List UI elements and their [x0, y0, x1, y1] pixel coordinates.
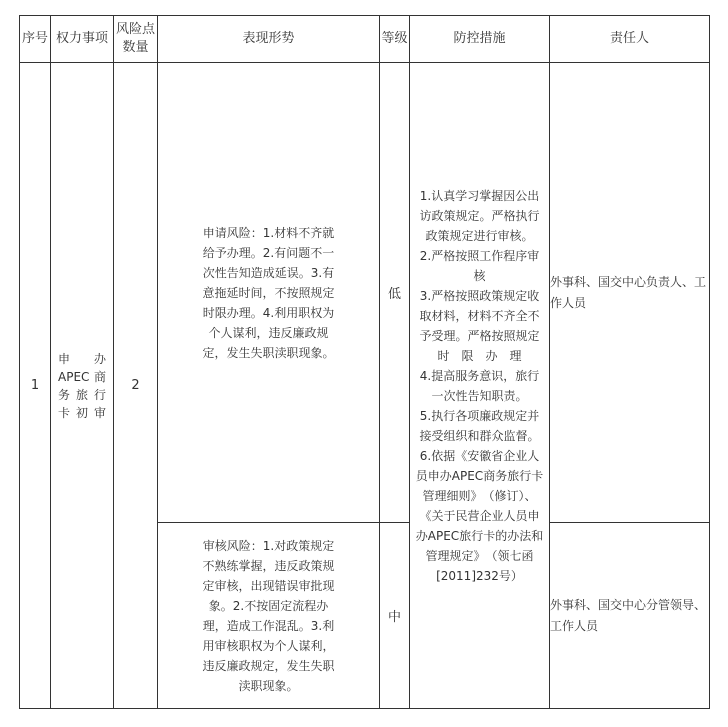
measures-line: 管理细则》 （修订）、 [422, 488, 537, 503]
measures-line: 5.执行各项廉政规定并 [419, 408, 540, 423]
manifestation-line: 定审核，出现错误审批现 [202, 578, 335, 593]
cell-measures [410, 63, 550, 709]
cell-manifestation-1 [158, 63, 380, 523]
measures-line: 1.认真学习掌握因公出 [419, 188, 540, 203]
measures-line: 《关于民营企业人员申 [419, 508, 540, 523]
header-row [20, 16, 710, 63]
header-risk-count [114, 16, 158, 63]
header-measures: 防控措施 [410, 16, 550, 63]
manifestation-line: 理，造成工作混乱。3.利 [202, 618, 335, 633]
manifestation-line: 次性告知造成延误。3.有 [202, 265, 335, 280]
manifestation-text-2 [199, 536, 339, 696]
manifestation-line: 象。2.不按固定流程办 [208, 598, 329, 613]
manifestation-line: 不熟练掌握，违反政策规 [202, 558, 335, 573]
power-line: 卡初审 [58, 405, 106, 420]
header-risk-count-line2: 数量 [122, 40, 149, 55]
manifestation-line: 意拖延时间，不按照规定 [202, 285, 335, 300]
manifestation-line: 审核风险：1.对政策规定 [202, 538, 335, 553]
header-responsible: 责任人 [550, 16, 710, 63]
power-text [58, 350, 106, 422]
manifestation-line: 给予办理。2.有问题不一 [202, 245, 335, 260]
measures-line: 管理规定》 （领七函 [425, 548, 534, 563]
cell-level-2: 中 [380, 523, 410, 709]
header-power: 权力事项 [51, 16, 114, 63]
measures-line: 一次性告知职责。 [431, 388, 528, 403]
measures-line: 4.提高服务意识，旅行 [419, 368, 540, 383]
measures-line: 取材料，材料不齐全不 [419, 308, 540, 323]
risk-row-1 [20, 63, 710, 523]
measures-line: 2.严格按照工作程序审 [419, 248, 540, 263]
measures-line: 政策规定进行审核。 [425, 228, 534, 243]
cell-power [51, 63, 114, 709]
manifestation-line: 用审核职权为个人谋利， [202, 638, 335, 653]
measures-line: [2011]232号） [436, 568, 523, 583]
manifestation-line: 渎职现象。 [238, 678, 299, 693]
cell-level-1: 低 [380, 63, 410, 523]
measures-line: 核 [473, 268, 486, 283]
manifestation-text-1 [199, 223, 339, 363]
manifestation-line: 时限办理。4.利用职权为 [202, 305, 335, 320]
header-manifestation: 表现形势 [158, 16, 380, 63]
cell-responsible-1: 外事科、国交中心负责人、工作人员 [550, 63, 710, 523]
cell-no: 1 [20, 63, 51, 709]
cell-responsible-2: 外事科、国交中心分管领导、工作人员 [550, 523, 710, 709]
header-no: 序号 [20, 16, 51, 63]
measures-text [416, 186, 544, 586]
manifestation-line: 申请风险：1.材料不齐就 [202, 225, 335, 240]
manifestation-line: 违反廉政规定，发生失职 [202, 658, 335, 673]
cell-manifestation-2 [158, 523, 380, 709]
manifestation-line: 个人谋利，违反廉政规 [208, 325, 329, 340]
measures-line: 员申办APEC商务旅行卡 [415, 468, 544, 483]
cell-risk-count: 2 [114, 63, 158, 709]
measures-line: 时 限 办 理 [437, 348, 522, 363]
measures-line: 访政策规定。严格执行 [419, 208, 540, 223]
header-risk-count-line1: 风险点 [115, 22, 155, 37]
power-line: 申 办 [58, 351, 106, 366]
power-line: 务旅行 [58, 387, 106, 402]
power-line: APEC 商 [58, 369, 106, 384]
header-level: 等级 [380, 16, 410, 63]
measures-line: 接受组织和群众监督。 [419, 428, 540, 443]
measures-line: 6.依据《安徽省企业人 [419, 448, 540, 463]
manifestation-line: 定，发生失职渎职现象。 [202, 345, 335, 360]
measures-line: 予受理。严格按照规定 [419, 328, 540, 343]
measures-line: 办APEC旅行卡的办法和 [415, 528, 544, 543]
measures-line: 3.严格按照政策规定收 [419, 288, 540, 303]
risk-control-table [19, 15, 710, 709]
